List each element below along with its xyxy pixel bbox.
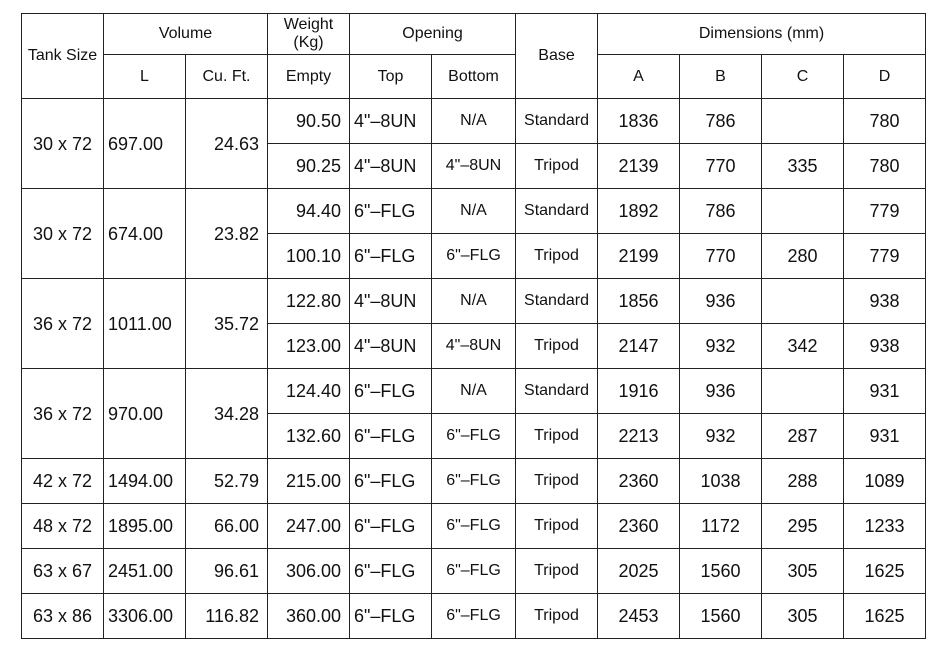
opening-top-cell: 6"–FLG [350, 414, 432, 459]
weight-empty-cell: 123.00 [268, 324, 350, 369]
table-row [22, 99, 926, 144]
dim-c-cell: 295 [762, 504, 844, 549]
volume-cuft-cell: 23.82 [186, 189, 268, 279]
opening-top-cell: 4"–8UN [350, 99, 432, 144]
header-dim-b: B [680, 55, 762, 99]
volume-cuft-cell: 116.82 [186, 594, 268, 639]
base-cell: Tripod [516, 594, 598, 639]
dim-a-cell: 2360 [598, 504, 680, 549]
dim-b-cell: 770 [680, 144, 762, 189]
dim-a-cell: 1892 [598, 189, 680, 234]
opening-top-cell: 6"–FLG [350, 549, 432, 594]
tank-size-cell: 42 x 72 [22, 459, 104, 504]
opening-bottom-cell: 6"–FLG [432, 414, 516, 459]
dim-c-cell [762, 189, 844, 234]
volume-cuft-cell: 52.79 [186, 459, 268, 504]
volume-liters-cell: 1011.00 [104, 279, 186, 369]
volume-cuft-cell: 35.72 [186, 279, 268, 369]
opening-top-cell: 6"–FLG [350, 459, 432, 504]
dim-a-cell: 1856 [598, 279, 680, 324]
header-dim-a: A [598, 55, 680, 99]
weight-empty-cell: 90.50 [268, 99, 350, 144]
weight-empty-cell: 100.10 [268, 234, 350, 279]
dim-a-cell: 2199 [598, 234, 680, 279]
dim-a-cell: 2360 [598, 459, 680, 504]
dim-c-cell: 280 [762, 234, 844, 279]
dim-d-cell: 1089 [844, 459, 926, 504]
volume-cuft-cell: 96.61 [186, 549, 268, 594]
volume-liters-cell: 2451.00 [104, 549, 186, 594]
dim-d-cell: 1233 [844, 504, 926, 549]
opening-bottom-cell: 6"–FLG [432, 594, 516, 639]
dim-b-cell: 932 [680, 324, 762, 369]
header-opening-bottom: Bottom [432, 55, 516, 99]
weight-empty-cell: 94.40 [268, 189, 350, 234]
volume-cuft-cell: 24.63 [186, 99, 268, 189]
volume-cuft-cell: 66.00 [186, 504, 268, 549]
opening-top-cell: 6"–FLG [350, 189, 432, 234]
opening-top-cell: 6"–FLG [350, 369, 432, 414]
dim-d-cell: 779 [844, 189, 926, 234]
header-opening-top: Top [350, 55, 432, 99]
tank-size-cell: 48 x 72 [22, 504, 104, 549]
dim-c-cell [762, 369, 844, 414]
dim-d-cell: 931 [844, 414, 926, 459]
dim-a-cell: 2453 [598, 594, 680, 639]
table-row [22, 504, 926, 549]
opening-bottom-cell: 6"–FLG [432, 504, 516, 549]
weight-empty-cell: 247.00 [268, 504, 350, 549]
base-cell: Tripod [516, 324, 598, 369]
weight-empty-cell: 360.00 [268, 594, 350, 639]
dim-a-cell: 2139 [598, 144, 680, 189]
base-cell: Tripod [516, 504, 598, 549]
dim-d-cell: 780 [844, 99, 926, 144]
opening-bottom-cell: N/A [432, 279, 516, 324]
opening-top-cell: 6"–FLG [350, 234, 432, 279]
dim-c-cell: 287 [762, 414, 844, 459]
weight-empty-cell: 122.80 [268, 279, 350, 324]
dim-c-cell: 335 [762, 144, 844, 189]
volume-liters-cell: 674.00 [104, 189, 186, 279]
dim-d-cell: 779 [844, 234, 926, 279]
dim-b-cell: 936 [680, 279, 762, 324]
table-row [22, 369, 926, 414]
opening-bottom-cell: 6"–FLG [432, 459, 516, 504]
dim-c-cell: 342 [762, 324, 844, 369]
opening-bottom-cell: 6"–FLG [432, 234, 516, 279]
tank-size-cell: 30 x 72 [22, 99, 104, 189]
tank-size-cell: 63 x 67 [22, 549, 104, 594]
volume-liters-cell: 697.00 [104, 99, 186, 189]
dim-c-cell: 305 [762, 549, 844, 594]
dim-b-cell: 770 [680, 234, 762, 279]
table-row [22, 459, 926, 504]
dim-c-cell: 288 [762, 459, 844, 504]
tank-size-cell: 36 x 72 [22, 369, 104, 459]
header-dim-d: D [844, 55, 926, 99]
header-volume-l: L [104, 55, 186, 99]
base-cell: Standard [516, 279, 598, 324]
opening-bottom-cell: N/A [432, 189, 516, 234]
dim-b-cell: 786 [680, 189, 762, 234]
tank-specs-table [21, 13, 926, 639]
opening-bottom-cell: N/A [432, 99, 516, 144]
volume-liters-cell: 1494.00 [104, 459, 186, 504]
dim-c-cell [762, 99, 844, 144]
header-dim-c: C [762, 55, 844, 99]
dim-c-cell [762, 279, 844, 324]
dim-d-cell: 938 [844, 279, 926, 324]
weight-empty-cell: 306.00 [268, 549, 350, 594]
header-base: Base [516, 14, 598, 99]
dim-b-cell: 936 [680, 369, 762, 414]
base-cell: Tripod [516, 414, 598, 459]
dim-a-cell: 1916 [598, 369, 680, 414]
base-cell: Tripod [516, 549, 598, 594]
dim-a-cell: 2147 [598, 324, 680, 369]
opening-top-cell: 4"–8UN [350, 144, 432, 189]
dim-b-cell: 786 [680, 99, 762, 144]
base-cell: Standard [516, 99, 598, 144]
dim-b-cell: 1172 [680, 504, 762, 549]
dim-d-cell: 1625 [844, 594, 926, 639]
opening-top-cell: 4"–8UN [350, 279, 432, 324]
table-row [22, 594, 926, 639]
opening-bottom-cell: 4"–8UN [432, 144, 516, 189]
dim-b-cell: 932 [680, 414, 762, 459]
table-row [22, 279, 926, 324]
dim-a-cell: 2025 [598, 549, 680, 594]
base-cell: Tripod [516, 234, 598, 279]
base-cell: Standard [516, 189, 598, 234]
volume-liters-cell: 1895.00 [104, 504, 186, 549]
header-opening: Opening [350, 14, 516, 55]
header-volume-cuft: Cu. Ft. [186, 55, 268, 99]
opening-top-cell: 6"–FLG [350, 504, 432, 549]
header-dimensions: Dimensions (mm) [598, 14, 926, 55]
base-cell: Tripod [516, 459, 598, 504]
volume-liters-cell: 3306.00 [104, 594, 186, 639]
dim-c-cell: 305 [762, 594, 844, 639]
base-cell: Tripod [516, 144, 598, 189]
table-row [22, 189, 926, 234]
volume-liters-cell: 970.00 [104, 369, 186, 459]
tank-size-cell: 36 x 72 [22, 279, 104, 369]
table-row [22, 549, 926, 594]
opening-bottom-cell: N/A [432, 369, 516, 414]
opening-bottom-cell: 6"–FLG [432, 549, 516, 594]
dim-a-cell: 2213 [598, 414, 680, 459]
weight-empty-cell: 132.60 [268, 414, 350, 459]
dim-d-cell: 931 [844, 369, 926, 414]
header-volume: Volume [104, 14, 268, 55]
dim-b-cell: 1038 [680, 459, 762, 504]
tank-size-cell: 63 x 86 [22, 594, 104, 639]
dim-a-cell: 1836 [598, 99, 680, 144]
opening-top-cell: 6"–FLG [350, 594, 432, 639]
table-body [22, 99, 926, 639]
base-cell: Standard [516, 369, 598, 414]
weight-empty-cell: 215.00 [268, 459, 350, 504]
opening-top-cell: 4"–8UN [350, 324, 432, 369]
header-weight: Weight (Kg) [268, 14, 350, 55]
header-tank-size: Tank Size [22, 14, 104, 99]
dim-d-cell: 938 [844, 324, 926, 369]
volume-cuft-cell: 34.28 [186, 369, 268, 459]
dim-d-cell: 780 [844, 144, 926, 189]
opening-bottom-cell: 4"–8UN [432, 324, 516, 369]
header-weight-empty: Empty [268, 55, 350, 99]
dim-b-cell: 1560 [680, 594, 762, 639]
tank-size-cell: 30 x 72 [22, 189, 104, 279]
weight-empty-cell: 124.40 [268, 369, 350, 414]
dim-b-cell: 1560 [680, 549, 762, 594]
dim-d-cell: 1625 [844, 549, 926, 594]
weight-empty-cell: 90.25 [268, 144, 350, 189]
